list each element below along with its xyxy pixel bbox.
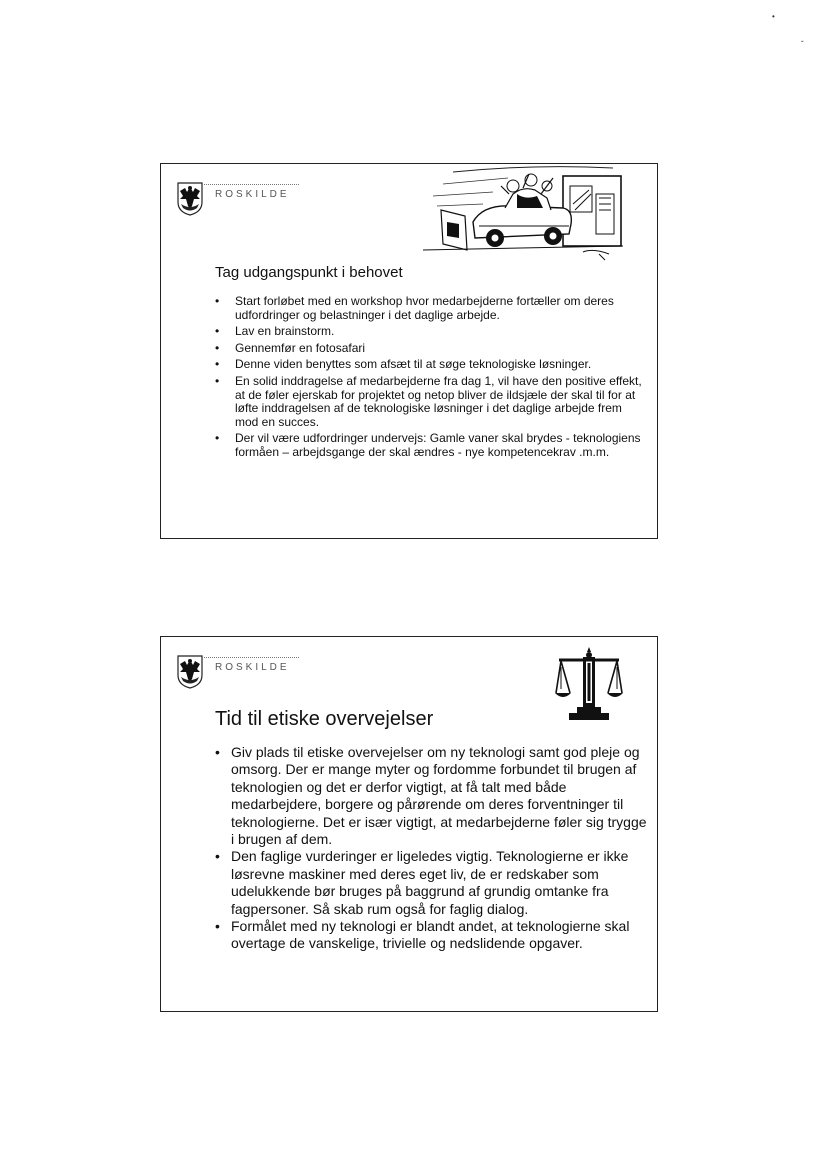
bullet-list bbox=[215, 744, 647, 953]
slide-title: Tid til etiske overvejelser bbox=[215, 708, 434, 730]
roskilde-logo bbox=[177, 182, 297, 216]
scan-speck: • bbox=[772, 12, 775, 21]
slide-1 bbox=[160, 163, 658, 539]
list-item: • Start forløbet med en workshop hvor medarbejderne fortæller om deres udfordringer og belastninger i det daglige arbejde. bbox=[215, 295, 647, 322]
crest-icon bbox=[177, 655, 203, 689]
list-item: • Denne viden benyttes som afsæt til at søge teknologiske løsninger. bbox=[215, 358, 647, 372]
slide-2 bbox=[160, 636, 658, 1012]
crest-icon bbox=[177, 182, 203, 216]
scan-speck: ˇ bbox=[801, 40, 804, 49]
list-item: • Giv plads til etiske overvejelser om ny teknologi samt god pleje og omsorg. Der er mange myter og fordomme forbundet til brugen af teknologien og det er derfor vigtigt, at få talt med både medarbejdere, borgere og pårørende om deres forventninger til teknologierne. Det er især vigtigt, at medarbejderne føler sig trygge i brugen af dem. bbox=[215, 744, 647, 848]
scales-of-justice-icon bbox=[555, 647, 623, 721]
cartoon-illustration bbox=[413, 164, 643, 264]
list-item: • Den faglige vurderinger er ligeledes vigtig. Teknologierne er ikke løsrevne maskiner med deres eget liv, de er redskaber som udelukkende bør bruges på baggrund af grundig omtanke fra fagpersoner. Så skab rum også for faglig dialog. bbox=[215, 848, 647, 918]
slide-title: Tag udgangspunkt i behovet bbox=[215, 264, 403, 281]
list-item: • En solid inddragelse af medarbejderne fra dag 1, vil have den positive effekt, at de føler ejerskab for projektet og netop bliver de ildsjæle der skal til for at løfte inddragelsen af de teknologiske løsninger i det daglige arbejde frem mod en succes. bbox=[215, 375, 647, 429]
logo-rule bbox=[204, 184, 299, 185]
bullet-list bbox=[215, 295, 647, 463]
list-item: • Lav en brainstorm. bbox=[215, 325, 647, 339]
roskilde-logo bbox=[177, 655, 297, 689]
list-item: • Gennemfør en fotosafari bbox=[215, 342, 647, 356]
list-item: • Formålet med ny teknologi er blandt andet, at teknologierne skal overtage de vanskelige, trivielle og nedslidende opgaver. bbox=[215, 918, 647, 953]
list-item: • Der vil være udfordringer undervejs: Gamle vaner skal brydes - teknologiens formåen – arbejdsgange der skal ændres - nye kompetencekrav .m.m. bbox=[215, 432, 647, 459]
logo-wordmark: ROSKILDE bbox=[215, 662, 290, 673]
logo-wordmark: ROSKILDE bbox=[215, 189, 290, 200]
logo-rule bbox=[204, 657, 299, 658]
